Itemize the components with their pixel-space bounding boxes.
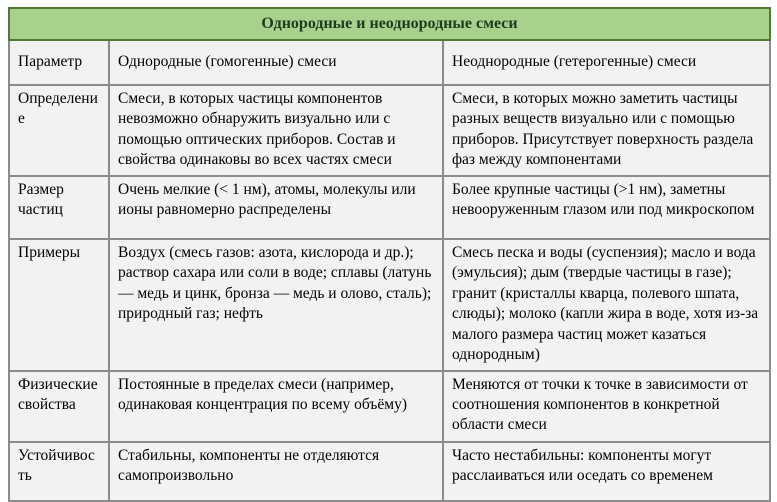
mixtures-table xyxy=(8,7,771,502)
heterogeneous-cell: Более крупные частицы (>1 нм), заметны невооруженным глазом или под микроскопом xyxy=(443,176,770,239)
heterogeneous-cell: Меняются от точки к точке в зависимости от соотношения компонентов в конкретной области смеси xyxy=(443,371,770,442)
table-row-particle-size xyxy=(9,176,770,239)
param-cell: Физические свойства xyxy=(9,371,109,442)
table-title: Однородные и неоднородные смеси xyxy=(9,8,770,40)
heterogeneous-cell: Часто нестабильны: компоненты могут расслаиваться или оседать со временем xyxy=(443,442,770,501)
homogeneous-cell: Стабильны, компоненты не отделяются самопроизвольно xyxy=(109,442,443,501)
column-header-homogeneous: Однородные (гомогенные) смеси xyxy=(109,40,443,85)
param-cell: Размер частиц xyxy=(9,176,109,239)
table-row-physical-properties xyxy=(9,371,770,442)
param-cell: Определение xyxy=(9,85,109,176)
homogeneous-cell: Воздух (смесь газов: азота, кислорода и др.); раствор сахара или соли в воде; сплавы (латунь — медь и цинк, бронза — медь и олово, сталь); природный газ; нефть xyxy=(109,239,443,371)
column-header-param: Параметр xyxy=(9,40,109,85)
table-row-stability xyxy=(9,442,770,501)
param-cell: Примеры xyxy=(9,239,109,371)
column-header-row xyxy=(9,40,770,85)
table-row-definition xyxy=(9,85,770,176)
table-row-examples xyxy=(9,239,770,371)
mixtures-table-container xyxy=(8,7,771,502)
homogeneous-cell: Очень мелкие (< 1 нм), атомы, молекулы или ионы равномерно распределены xyxy=(109,176,443,239)
heterogeneous-cell: Смеси, в которых можно заметить частицы разных веществ визуально или с помощью приборов. Присутствует поверхность раздела фаз между компонентами xyxy=(443,85,770,176)
title-row xyxy=(9,8,770,40)
column-header-heterogeneous: Неоднородные (гетерогенные) смеси xyxy=(443,40,770,85)
homogeneous-cell: Смеси, в которых частицы компонентов невозможно обнаружить визуально или с помощью оптических приборов. Состав и свойства одинаковы во всех частях смеси xyxy=(109,85,443,176)
homogeneous-cell: Постоянные в пределах смеси (например, одинаковая концентрация по всему объёму) xyxy=(109,371,443,442)
param-cell: Устойчивость xyxy=(9,442,109,501)
heterogeneous-cell: Смесь песка и воды (суспензия); масло и вода (эмульсия); дым (твердые частицы в газе); гранит (кристаллы кварца, полевого шпата, слюды); молоко (капли жира в воде, хотя из-за малого размера частиц может казаться однородным) xyxy=(443,239,770,371)
